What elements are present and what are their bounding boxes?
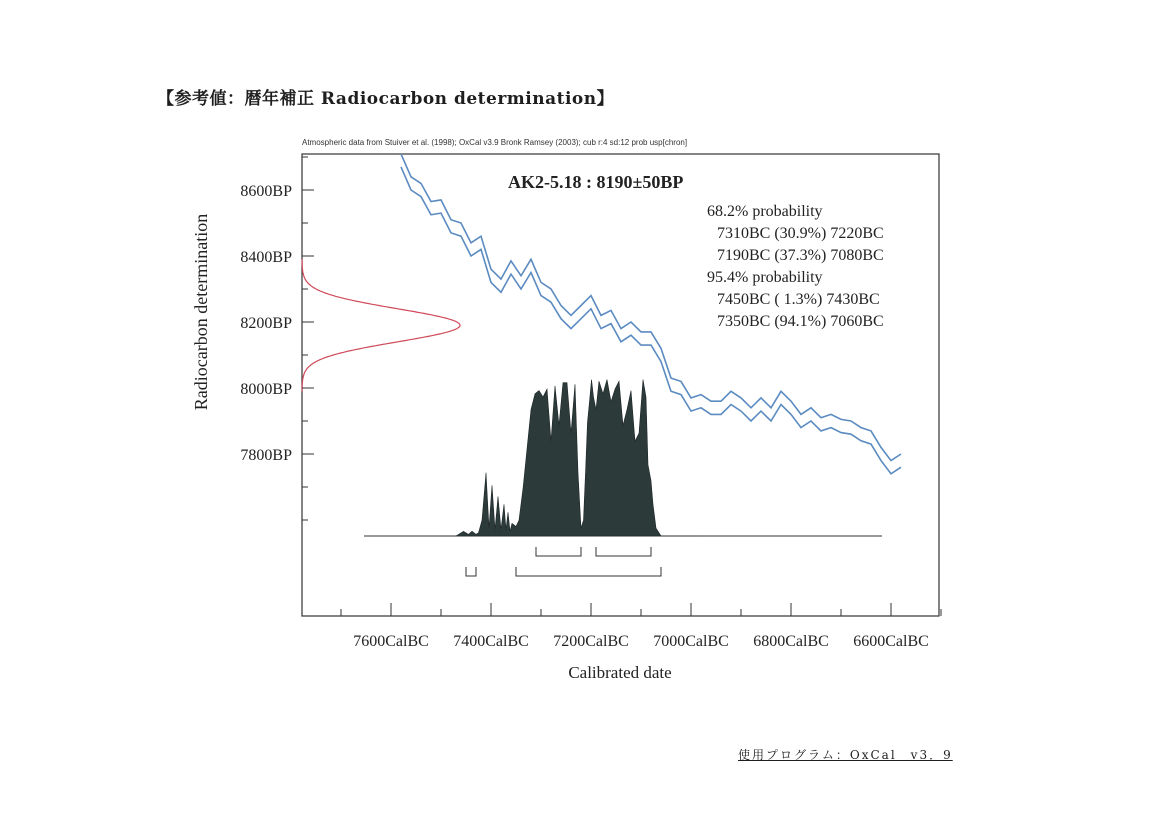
probability-range-line: 7350BC (94.1%) 7060BC (717, 313, 884, 330)
x-tick-label: 7600CalBC (353, 633, 429, 650)
x-tick-label: 7400CalBC (453, 633, 529, 650)
y-tick-label: 8600BP (240, 183, 292, 200)
plot-frame (302, 154, 939, 616)
probability-range-line: 7450BC ( 1.3%) 7430BC (717, 291, 880, 308)
page-heading: 【参考値：暦年補正 Radiocarbon determination】 (157, 89, 615, 109)
probability-range-line: 7190BC (37.3%) 7080BC (717, 247, 884, 264)
range-95-bracket-2 (516, 567, 661, 576)
y-tick-label: 8000BP (240, 381, 292, 398)
x-tick-label: 6600CalBC (853, 633, 929, 650)
y-tick-label: 8400BP (240, 249, 292, 266)
radiocarbon-measurement-gaussian (302, 259, 460, 391)
x-tick-label: 7200CalBC (553, 633, 629, 650)
probability-heading: 95.4% probability (707, 269, 823, 286)
range-95-bracket-1 (466, 567, 476, 576)
range-68-bracket-1 (536, 547, 581, 556)
range-68-bracket-2 (596, 547, 651, 556)
calibrated-probability-distribution (441, 380, 701, 536)
y-axis-label: Radiocarbon determination (191, 213, 211, 411)
chart-title: AK2-5.18 : 8190±50BP (508, 172, 684, 192)
x-tick-label: 7000CalBC (653, 633, 729, 650)
probability-heading: 68.2% probability (707, 203, 823, 220)
y-tick-label: 8200BP (240, 315, 292, 332)
x-tick-label: 6800CalBC (753, 633, 829, 650)
x-axis-label: Calibrated date (568, 663, 672, 682)
chart-credits: Atmospheric data from Stuiver et al. (1998); OxCal v3.9 Bronk Ramsey (2003); cub r:4 sd:12 prob usp[chron] (302, 138, 688, 147)
program-footer: 使用プログラム：OxCal v3．9 (738, 748, 953, 762)
y-tick-label: 7800BP (240, 447, 292, 464)
probability-range-line: 7310BC (30.9%) 7220BC (717, 225, 884, 242)
